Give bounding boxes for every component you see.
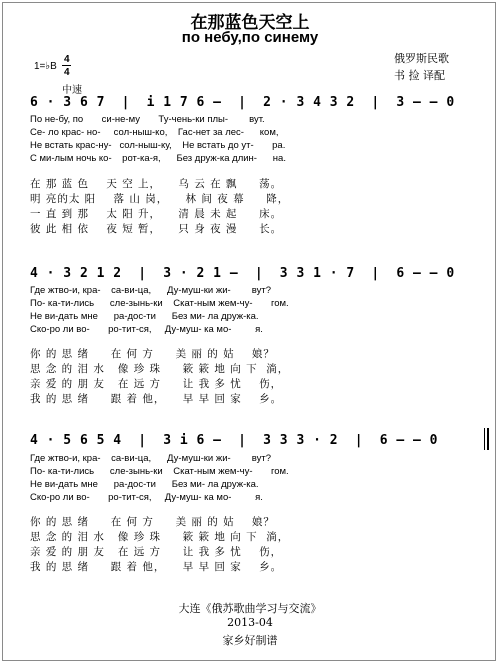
lyric-russian-verse-4: Ско-ро ли во- ро-тит-ся, Ду-муш- ка мо- я.: [30, 324, 263, 335]
lyric-chinese-verse-1: 你 的 思 绪 在 何 方 美 丽 的 姑 娘？: [30, 348, 275, 360]
song-title-russian: по небу,по синему: [181, 29, 319, 46]
footer-date: 2013-04: [227, 616, 273, 629]
lyric-russian-verse-3: Не встать крас-ну- сол-ныш-ку, Не встать до ут- ра.: [30, 140, 286, 151]
lyric-chinese-verse-2: 思 念 的 泪 水 像 珍 珠 簌 簌 地 向 下 淌，: [30, 363, 290, 375]
key-and-meter: [34, 52, 94, 96]
time-signature-line: [62, 65, 71, 66]
lyric-russian-verse-4: С ми-лым ночь ко- рот-ка-я, Без друж-ка длин- на.: [30, 153, 286, 164]
song-title-chinese: 在那蓝色天空上: [190, 13, 310, 33]
lyric-chinese-verse-4: 我 的 思 绪 跟 着 他， 早 早 回 家 乡。: [30, 561, 283, 573]
song-origin: 俄罗斯民歌: [394, 52, 449, 65]
lyric-chinese-verse-4: 我 的 思 绪 跟 着 他， 早 早 回 家 乡。: [30, 393, 283, 405]
lyric-russian-verse-1: По не-бу, по си-не-му Ту-чень-ки плы- вут.: [30, 114, 265, 125]
final-barline: [484, 428, 485, 450]
footer-source: 大连《俄苏歌曲学习与交流》: [178, 602, 322, 615]
lyric-russian-verse-1: Где жтво-и, кра- са-ви-ца, Ду-муш-ки жи- вут?: [30, 285, 272, 296]
lyric-russian-verse-2: По- ка-ти-лись сле-зынь-ки Скат-ным жем-чу- гом.: [30, 466, 289, 477]
notes-row: 4 · 3 2 1 2 | 3 · 2 1 – | 3 3 1 · 7 | 6 – – 0: [30, 266, 455, 281]
lyric-chinese-verse-3: 亲 爱 的 朋 友 在 远 方 让 我 多 忧 伤，: [30, 546, 283, 558]
time-signature-bottom: 4: [64, 67, 70, 78]
lyric-chinese-verse-1: 你 的 思 绪 在 何 方 美 丽 的 姑 娘？: [30, 516, 275, 528]
lyric-russian-verse-3: Не ви-дать мне ра-дос-ти Без ми- ла друж-ка.: [30, 311, 259, 322]
lyric-russian-verse-2: Се- ло крас- но- сол-ныш-ко, Гас-нет за лес- ком,: [30, 127, 279, 138]
notes-row: 4 · 5 6 5 4 | 3 i 6 – | 3 3 3 · 2 | 6 – – 0: [30, 433, 439, 448]
lyric-russian-verse-3: Не ви-дать мне ра-дос-ти Без ми- ла друж-ка.: [30, 479, 259, 490]
time-signature-top: 4: [64, 54, 70, 65]
footer-notation-credit: 家乡好制谱: [222, 634, 278, 647]
notes-row: 6 · 3 6 7 | i 1 7 6 – | 2 · 3 4 3 2 | 3 – – 0: [30, 95, 455, 110]
lyric-chinese-verse-3: 亲 爱 的 朋 友 在 远 方 让 我 多 忧 伤，: [30, 378, 283, 390]
key-signature: 1=♭B: [34, 61, 57, 72]
lyric-chinese-verse-2: 思 念 的 泪 水 像 珍 珠 簌 簌 地 向 下 淌，: [30, 531, 290, 543]
translator-credit: 书 捡 译配: [394, 69, 445, 82]
lyric-chinese-verse-4: 彼 此 相 依 夜 短 暂， 只 身 夜 漫 长。: [30, 223, 283, 235]
lyric-russian-verse-1: Где жтво-и, кра- са-ви-ца, Ду-муш-ки жи- вут?: [30, 453, 272, 464]
final-barline-thick: [487, 428, 489, 450]
lyric-russian-verse-4: Ско-ро ли во- ро-тит-ся, Ду-муш- ка мо- я.: [30, 492, 263, 503]
lyric-chinese-verse-2: 明 亮的太 阳 落 山 岗， 林 间 夜 幕 降，: [30, 193, 290, 205]
lyric-chinese-verse-3: 一 直 到 那 太 阳 升， 清 晨 未 起 床。: [30, 208, 283, 220]
tempo-marking: 中速: [62, 85, 82, 96]
lyric-chinese-verse-1: 在 那 蓝 色 天 空 上， 乌 云 在 飘 荡。: [30, 178, 283, 190]
lyric-russian-verse-2: По- ка-ти-лись сле-зынь-ки Скат-ным жем-чу- гом.: [30, 298, 289, 309]
